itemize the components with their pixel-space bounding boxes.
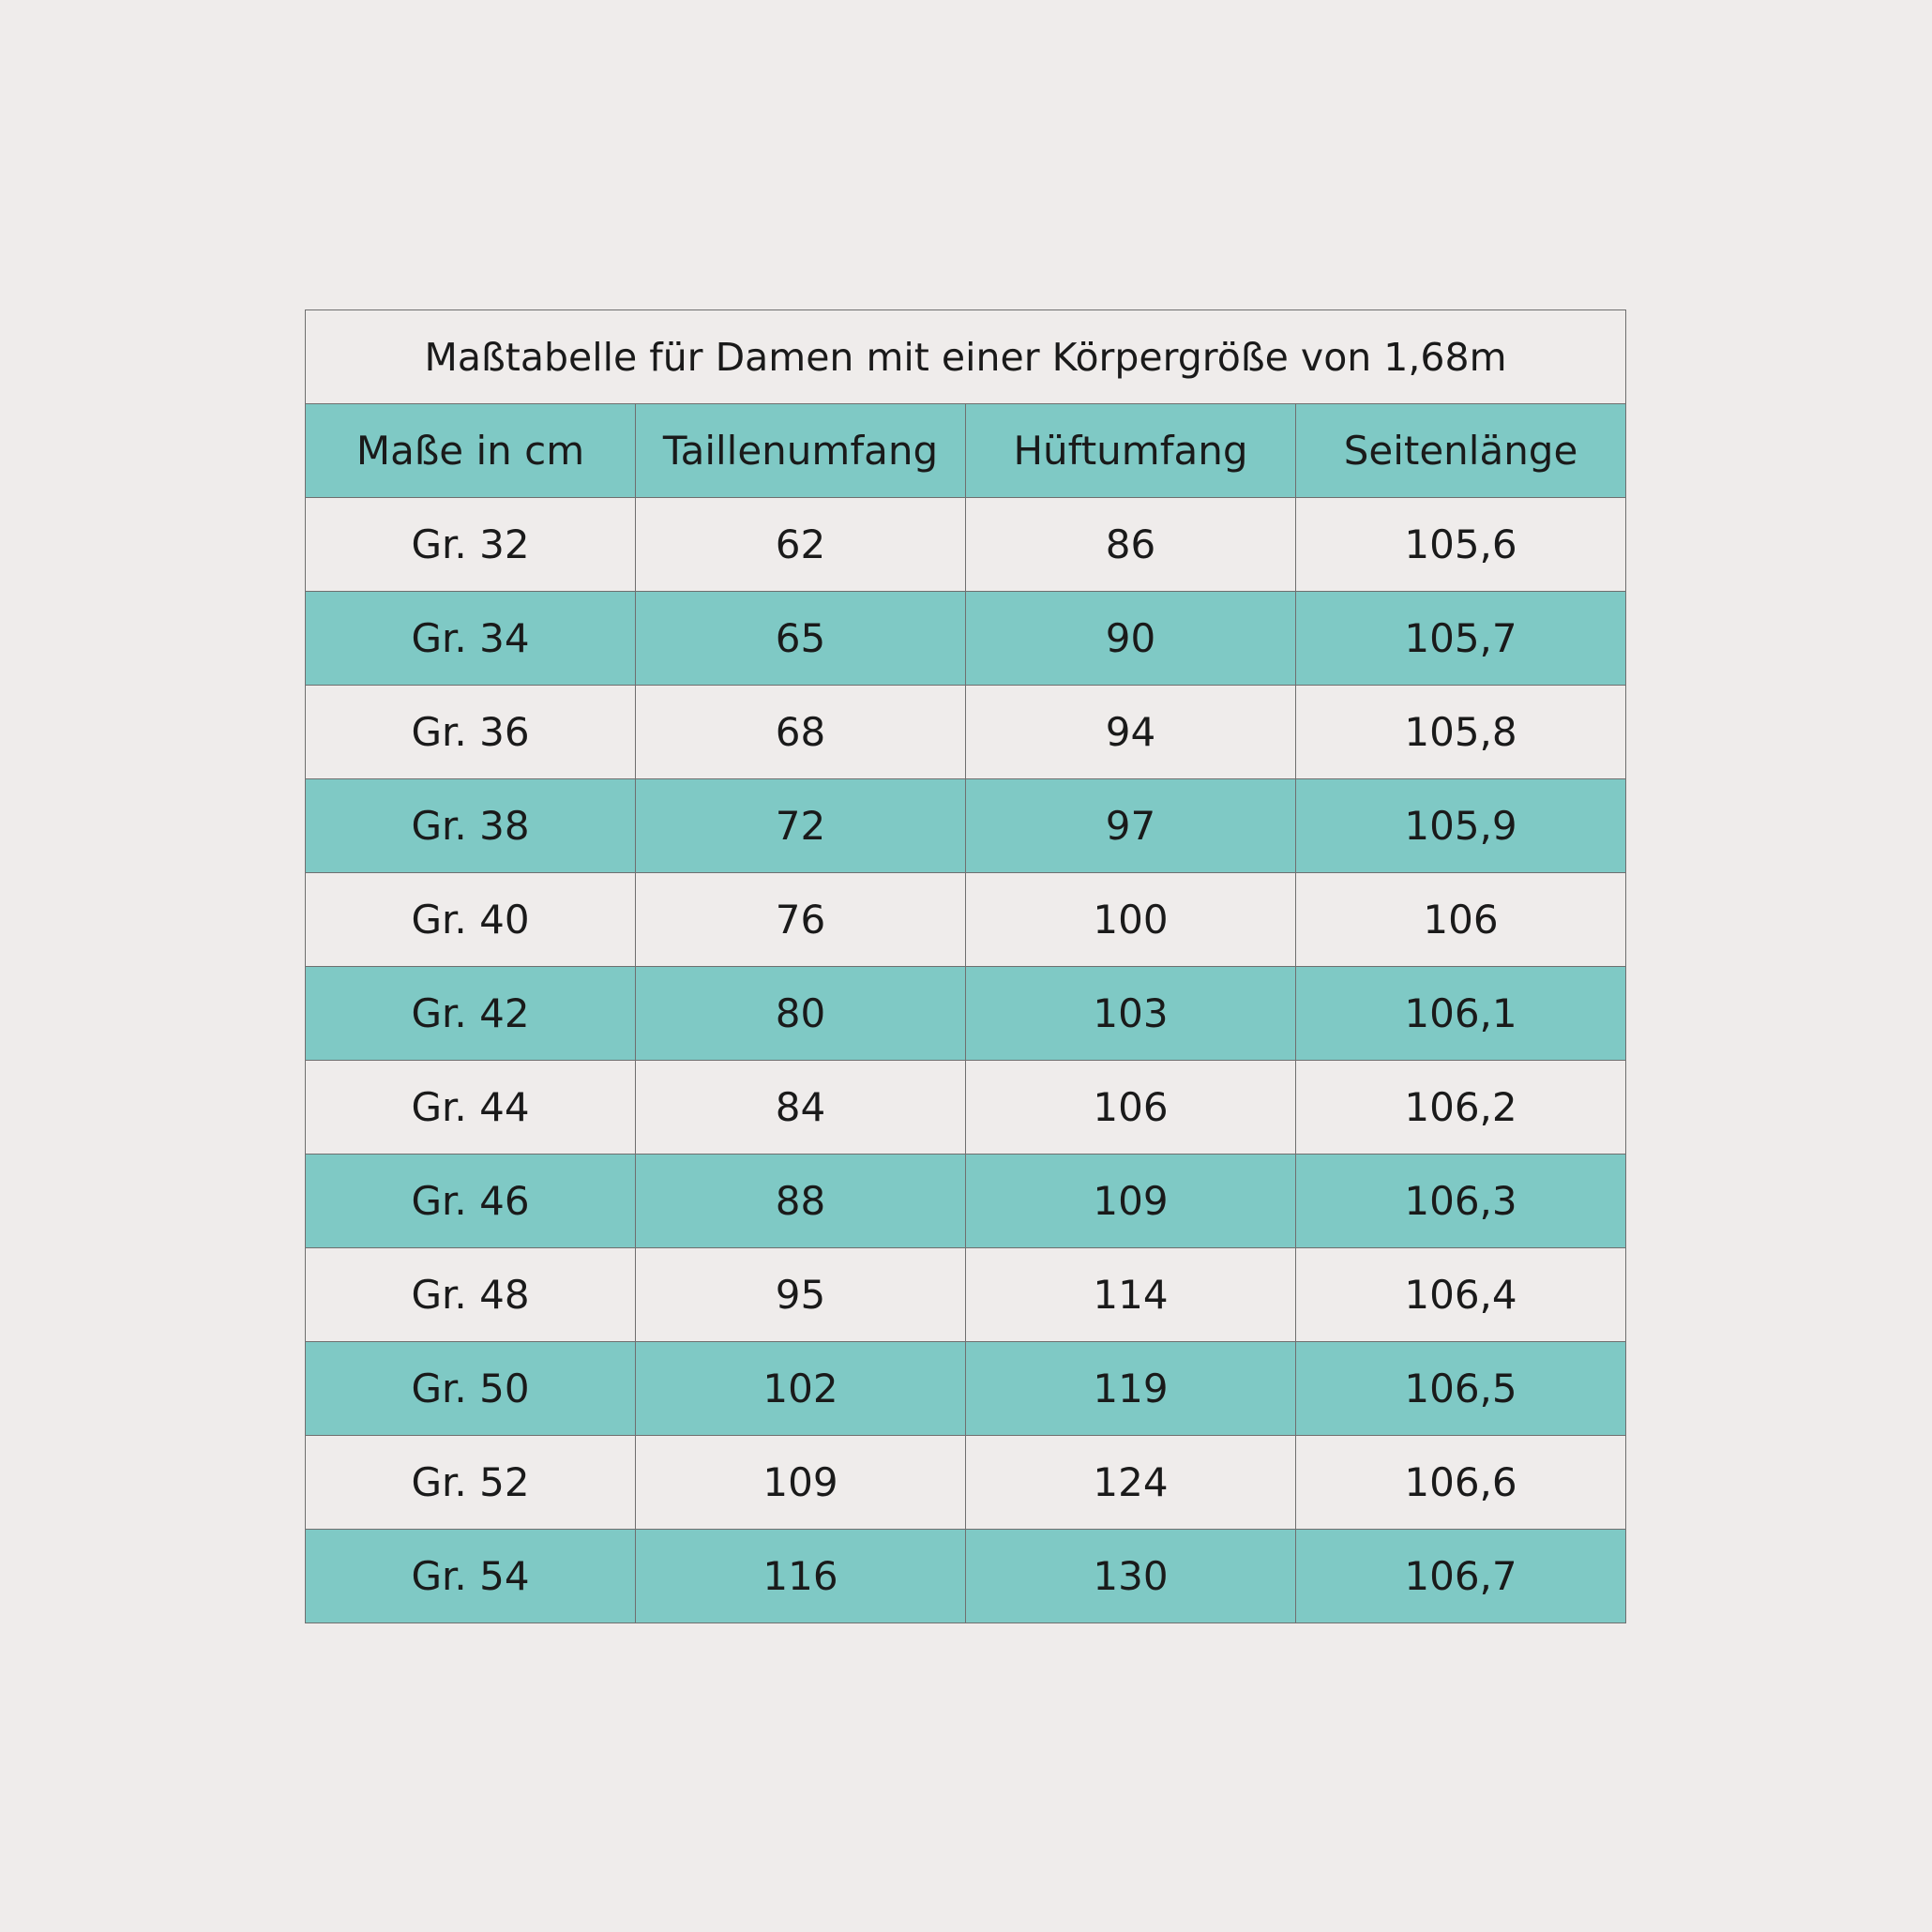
waist-cell: 88 — [636, 1155, 966, 1248]
table-row — [306, 498, 1626, 592]
size-cell: Gr. 36 — [306, 686, 636, 779]
table-row — [306, 873, 1626, 967]
size-cell: Gr. 42 — [306, 967, 636, 1061]
size-cell: Gr. 54 — [306, 1530, 636, 1623]
side-length-cell: 105,6 — [1296, 498, 1626, 592]
side-length-cell: 106,5 — [1296, 1342, 1626, 1436]
hip-cell: 86 — [966, 498, 1296, 592]
waist-cell: 102 — [636, 1342, 966, 1436]
hip-cell: 109 — [966, 1155, 1296, 1248]
size-cell: Gr. 50 — [306, 1342, 636, 1436]
table-title-row — [306, 310, 1626, 404]
hip-cell: 119 — [966, 1342, 1296, 1436]
hip-cell: 97 — [966, 779, 1296, 873]
waist-cell: 95 — [636, 1248, 966, 1342]
table-row — [306, 1061, 1626, 1155]
waist-cell: 62 — [636, 498, 966, 592]
hip-cell: 103 — [966, 967, 1296, 1061]
hip-cell: 130 — [966, 1530, 1296, 1623]
hip-cell: 124 — [966, 1436, 1296, 1530]
size-cell: Gr. 52 — [306, 1436, 636, 1530]
size-cell: Gr. 34 — [306, 592, 636, 686]
side-length-cell: 106,4 — [1296, 1248, 1626, 1342]
hip-cell: 114 — [966, 1248, 1296, 1342]
column-header-hip: Hüftumfang — [966, 404, 1296, 498]
waist-cell: 109 — [636, 1436, 966, 1530]
table-body — [306, 498, 1626, 1623]
size-chart-table — [305, 309, 1626, 1623]
table-row — [306, 686, 1626, 779]
waist-cell: 84 — [636, 1061, 966, 1155]
size-cell: Gr. 46 — [306, 1155, 636, 1248]
size-cell: Gr. 32 — [306, 498, 636, 592]
table-row — [306, 779, 1626, 873]
side-length-cell: 106,6 — [1296, 1436, 1626, 1530]
column-header-row — [306, 404, 1626, 498]
table-row — [306, 967, 1626, 1061]
table-row — [306, 592, 1626, 686]
side-length-cell: 106,1 — [1296, 967, 1626, 1061]
column-header-side-length: Seitenlänge — [1296, 404, 1626, 498]
waist-cell: 80 — [636, 967, 966, 1061]
waist-cell: 65 — [636, 592, 966, 686]
size-cell: Gr. 44 — [306, 1061, 636, 1155]
side-length-cell: 106,2 — [1296, 1061, 1626, 1155]
waist-cell: 72 — [636, 779, 966, 873]
hip-cell: 90 — [966, 592, 1296, 686]
waist-cell: 68 — [636, 686, 966, 779]
column-header-size: Maße in cm — [306, 404, 636, 498]
hip-cell: 100 — [966, 873, 1296, 967]
side-length-cell: 105,8 — [1296, 686, 1626, 779]
waist-cell: 76 — [636, 873, 966, 967]
side-length-cell: 106 — [1296, 873, 1626, 967]
table-row — [306, 1155, 1626, 1248]
waist-cell: 116 — [636, 1530, 966, 1623]
table-title: Maßtabelle für Damen mit einer Körpergröße von 1,68m — [306, 310, 1626, 404]
side-length-cell: 106,3 — [1296, 1155, 1626, 1248]
table-row — [306, 1436, 1626, 1530]
side-length-cell: 105,9 — [1296, 779, 1626, 873]
table-row — [306, 1530, 1626, 1623]
size-cell: Gr. 40 — [306, 873, 636, 967]
hip-cell: 94 — [966, 686, 1296, 779]
side-length-cell: 105,7 — [1296, 592, 1626, 686]
size-cell: Gr. 38 — [306, 779, 636, 873]
table-row — [306, 1248, 1626, 1342]
side-length-cell: 106,7 — [1296, 1530, 1626, 1623]
column-header-waist: Taillenumfang — [636, 404, 966, 498]
table-row — [306, 1342, 1626, 1436]
size-cell: Gr. 48 — [306, 1248, 636, 1342]
hip-cell: 106 — [966, 1061, 1296, 1155]
